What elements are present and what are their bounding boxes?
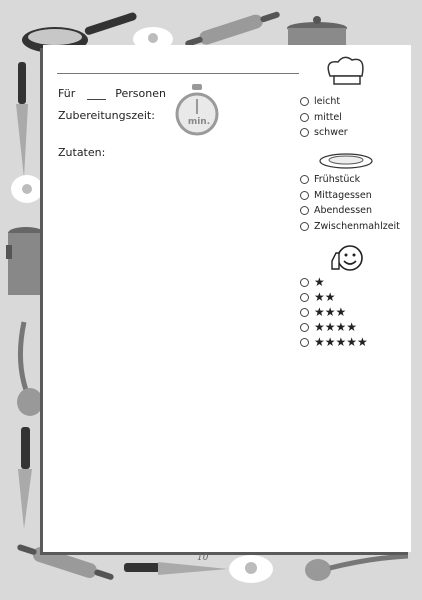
chef-hat-icon — [322, 54, 370, 88]
saucepan-icon — [6, 215, 46, 300]
ladle-icon — [300, 548, 410, 588]
knife-icon — [12, 425, 38, 530]
rating-option-2[interactable]: ★★ — [300, 291, 336, 303]
rolling-pin-icon — [178, 10, 288, 48]
rating-option-5[interactable]: ★★★★★ — [300, 336, 368, 348]
cooking-pot-icon — [282, 12, 352, 46]
radio-circle[interactable] — [300, 308, 309, 317]
persons-label: Personen — [115, 87, 166, 100]
persons-blank[interactable] — [87, 99, 106, 100]
difficulty-option-medium[interactable]: mittel — [300, 112, 342, 123]
rating-option-3[interactable]: ★★★ — [300, 306, 346, 318]
difficulty-option-hard[interactable]: schwer — [300, 127, 348, 138]
radio-circle[interactable] — [300, 278, 309, 287]
plate-icon — [318, 152, 374, 170]
radio-circle[interactable] — [300, 206, 309, 215]
meal-option-breakfast[interactable]: Frühstück — [300, 174, 360, 185]
radio-circle[interactable] — [300, 338, 309, 347]
stopwatch-icon — [174, 82, 220, 138]
difficulty-option-easy[interactable]: leicht — [300, 96, 340, 107]
radio-circle[interactable] — [300, 323, 309, 332]
rating-option-4[interactable]: ★★★★ — [300, 321, 357, 333]
page-number: 10 — [197, 553, 209, 563]
radio-circle[interactable] — [300, 175, 309, 184]
radio-circle[interactable] — [300, 191, 309, 200]
meal-option-lunch[interactable]: Mittagessen — [300, 190, 372, 201]
rating-option-1[interactable]: ★ — [300, 276, 325, 288]
radio-circle[interactable] — [300, 293, 309, 302]
ingredients-label: Zutaten: — [58, 146, 106, 159]
egg-icon — [10, 172, 44, 206]
thumbs-up-smiley-icon — [330, 243, 364, 273]
meal-option-dinner[interactable]: Abendessen — [300, 205, 372, 216]
radio-circle[interactable] — [300, 113, 309, 122]
radio-circle[interactable] — [300, 128, 309, 137]
knife-icon — [10, 60, 34, 180]
radio-circle[interactable] — [300, 97, 309, 106]
knife-icon — [120, 555, 230, 585]
egg-icon — [228, 552, 274, 586]
prep-time-label: Zubereitungszeit: — [58, 109, 155, 122]
timer-text: min. — [187, 117, 211, 127]
recipe-title-line — [57, 73, 299, 74]
meal-option-snack[interactable]: Zwischenmahlzeit — [300, 221, 400, 232]
radio-circle[interactable] — [300, 222, 309, 231]
ladle-icon — [10, 320, 44, 420]
for-label: Für Personen — [58, 87, 166, 100]
